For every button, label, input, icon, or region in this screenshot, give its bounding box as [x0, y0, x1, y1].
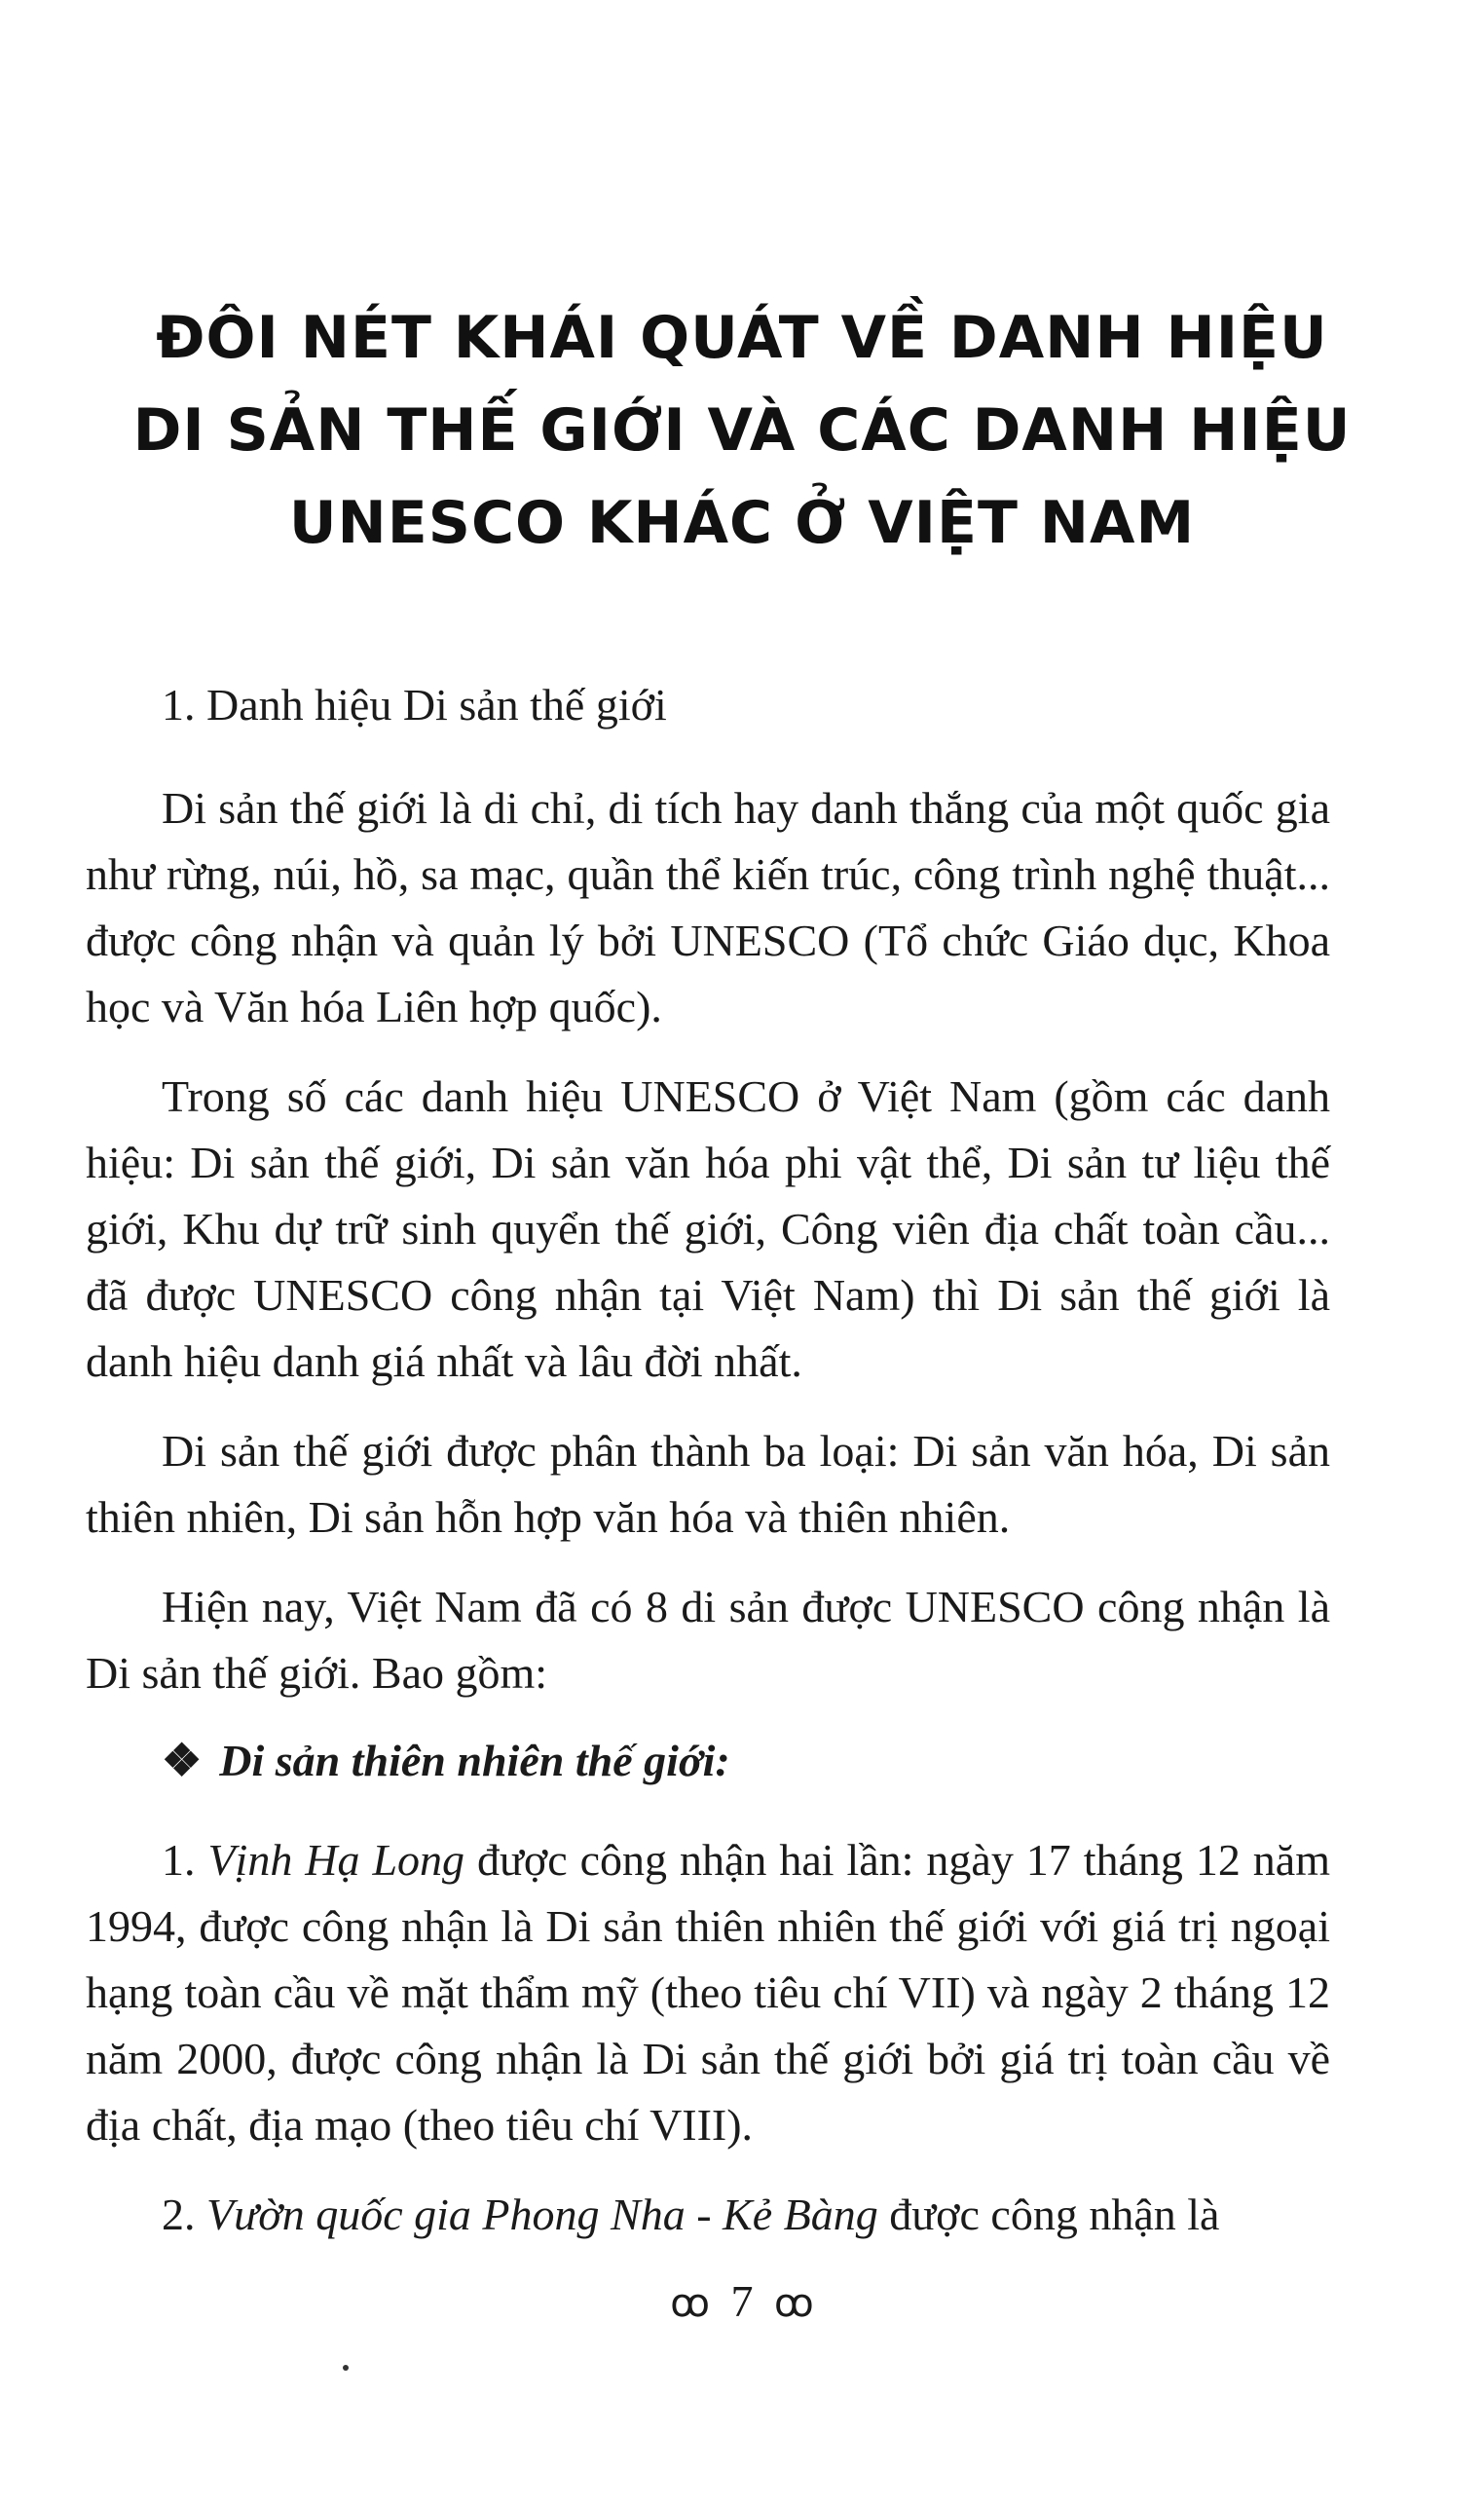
- natural-heritage-heading: [86, 1728, 1330, 1794]
- paragraph-count: Hiện nay, Việt Nam đã có 8 di sản được UNESCO công nhận là Di sản thế giới. Bao gồm:: [86, 1582, 1330, 1698]
- item-name: Vườn quốc gia Phong Nha - Kẻ Bàng: [206, 2190, 878, 2239]
- left-ornament-icon: ꝏ: [670, 2281, 710, 2325]
- item-text: được công nhận hai lần: ngày 17 tháng 12 năm 1994, được công nhận là Di sản thiên nhiên thế giới với giá trị ngoại hạng toàn cầu về mặt thẩm mỹ (theo tiêu chí VII) và ngày 2 tháng 12 năm 2000, được công nhận là Di sản thế giới bởi giá trị toàn cầu về địa chất, địa mạo (theo tiêu chí VIII).: [86, 1835, 1331, 2150]
- item-number: 1.: [162, 1835, 196, 1885]
- paragraph-unesco-titles: Trong số các danh hiệu UNESCO ở Việt Nam (gồm các danh hiệu: Di sản thế giới, Di sản văn hóa phi vật thể, Di sản tư liệu thế giới, Khu dự trữ sinh quyển thế giới, Công viên địa chất toàn cầu... đã được UNESCO công nhận tại Việt Nam) thì Di sản thế giới là danh hiệu danh giá nhất và lâu đời nhất.: [86, 1071, 1330, 1386]
- page-number-footer: [0, 2275, 1484, 2327]
- list-item-phong-nha: [86, 2182, 1330, 2248]
- title-line-2: DI SẢN THẾ GIỚI VÀ CÁC DANH HIỆU: [132, 396, 1352, 465]
- body-text: [86, 672, 1330, 2271]
- page-number: 7: [730, 2276, 754, 2326]
- paragraph-definition: Di sản thế giới là di chỉ, di tích hay danh thắng của một quốc gia như rừng, núi, hồ, sa mạc, quần thể kiến trúc, công trình nghệ thuật... được công nhận và quản lý bởi UNESCO (Tổ chức Giáo dục, Khoa học và Văn hóa Liên hợp quốc).: [86, 783, 1330, 1031]
- title-line-3: UNESCO KHÁC Ở VIỆT NAM: [288, 489, 1196, 557]
- item-number: 2.: [162, 2190, 196, 2239]
- list-item-ha-long: [86, 1827, 1330, 2158]
- diamond-bullet-icon: ❖: [162, 1736, 203, 1785]
- paragraph-categories: Di sản thế giới được phân thành ba loại: Di sản văn hóa, Di sản thiên nhiên, Di sản hỗn hợp văn hóa và thiên nhiên.: [86, 1426, 1330, 1542]
- item-text: được công nhận là: [889, 2190, 1220, 2239]
- right-ornament-icon: ꝏ: [774, 2281, 814, 2325]
- item-name: Vịnh Hạ Long: [207, 1835, 465, 1885]
- page-title: [97, 292, 1387, 570]
- title-line-1: ĐÔI NÉT KHÁI QUÁT VỀ DANH HIỆU: [156, 304, 1328, 372]
- scan-speck: [343, 2365, 349, 2371]
- natural-heritage-heading-text: Di sản thiên nhiên thế giới:: [219, 1736, 730, 1785]
- section-heading: 1. Danh hiệu Di sản thế giới: [162, 680, 667, 730]
